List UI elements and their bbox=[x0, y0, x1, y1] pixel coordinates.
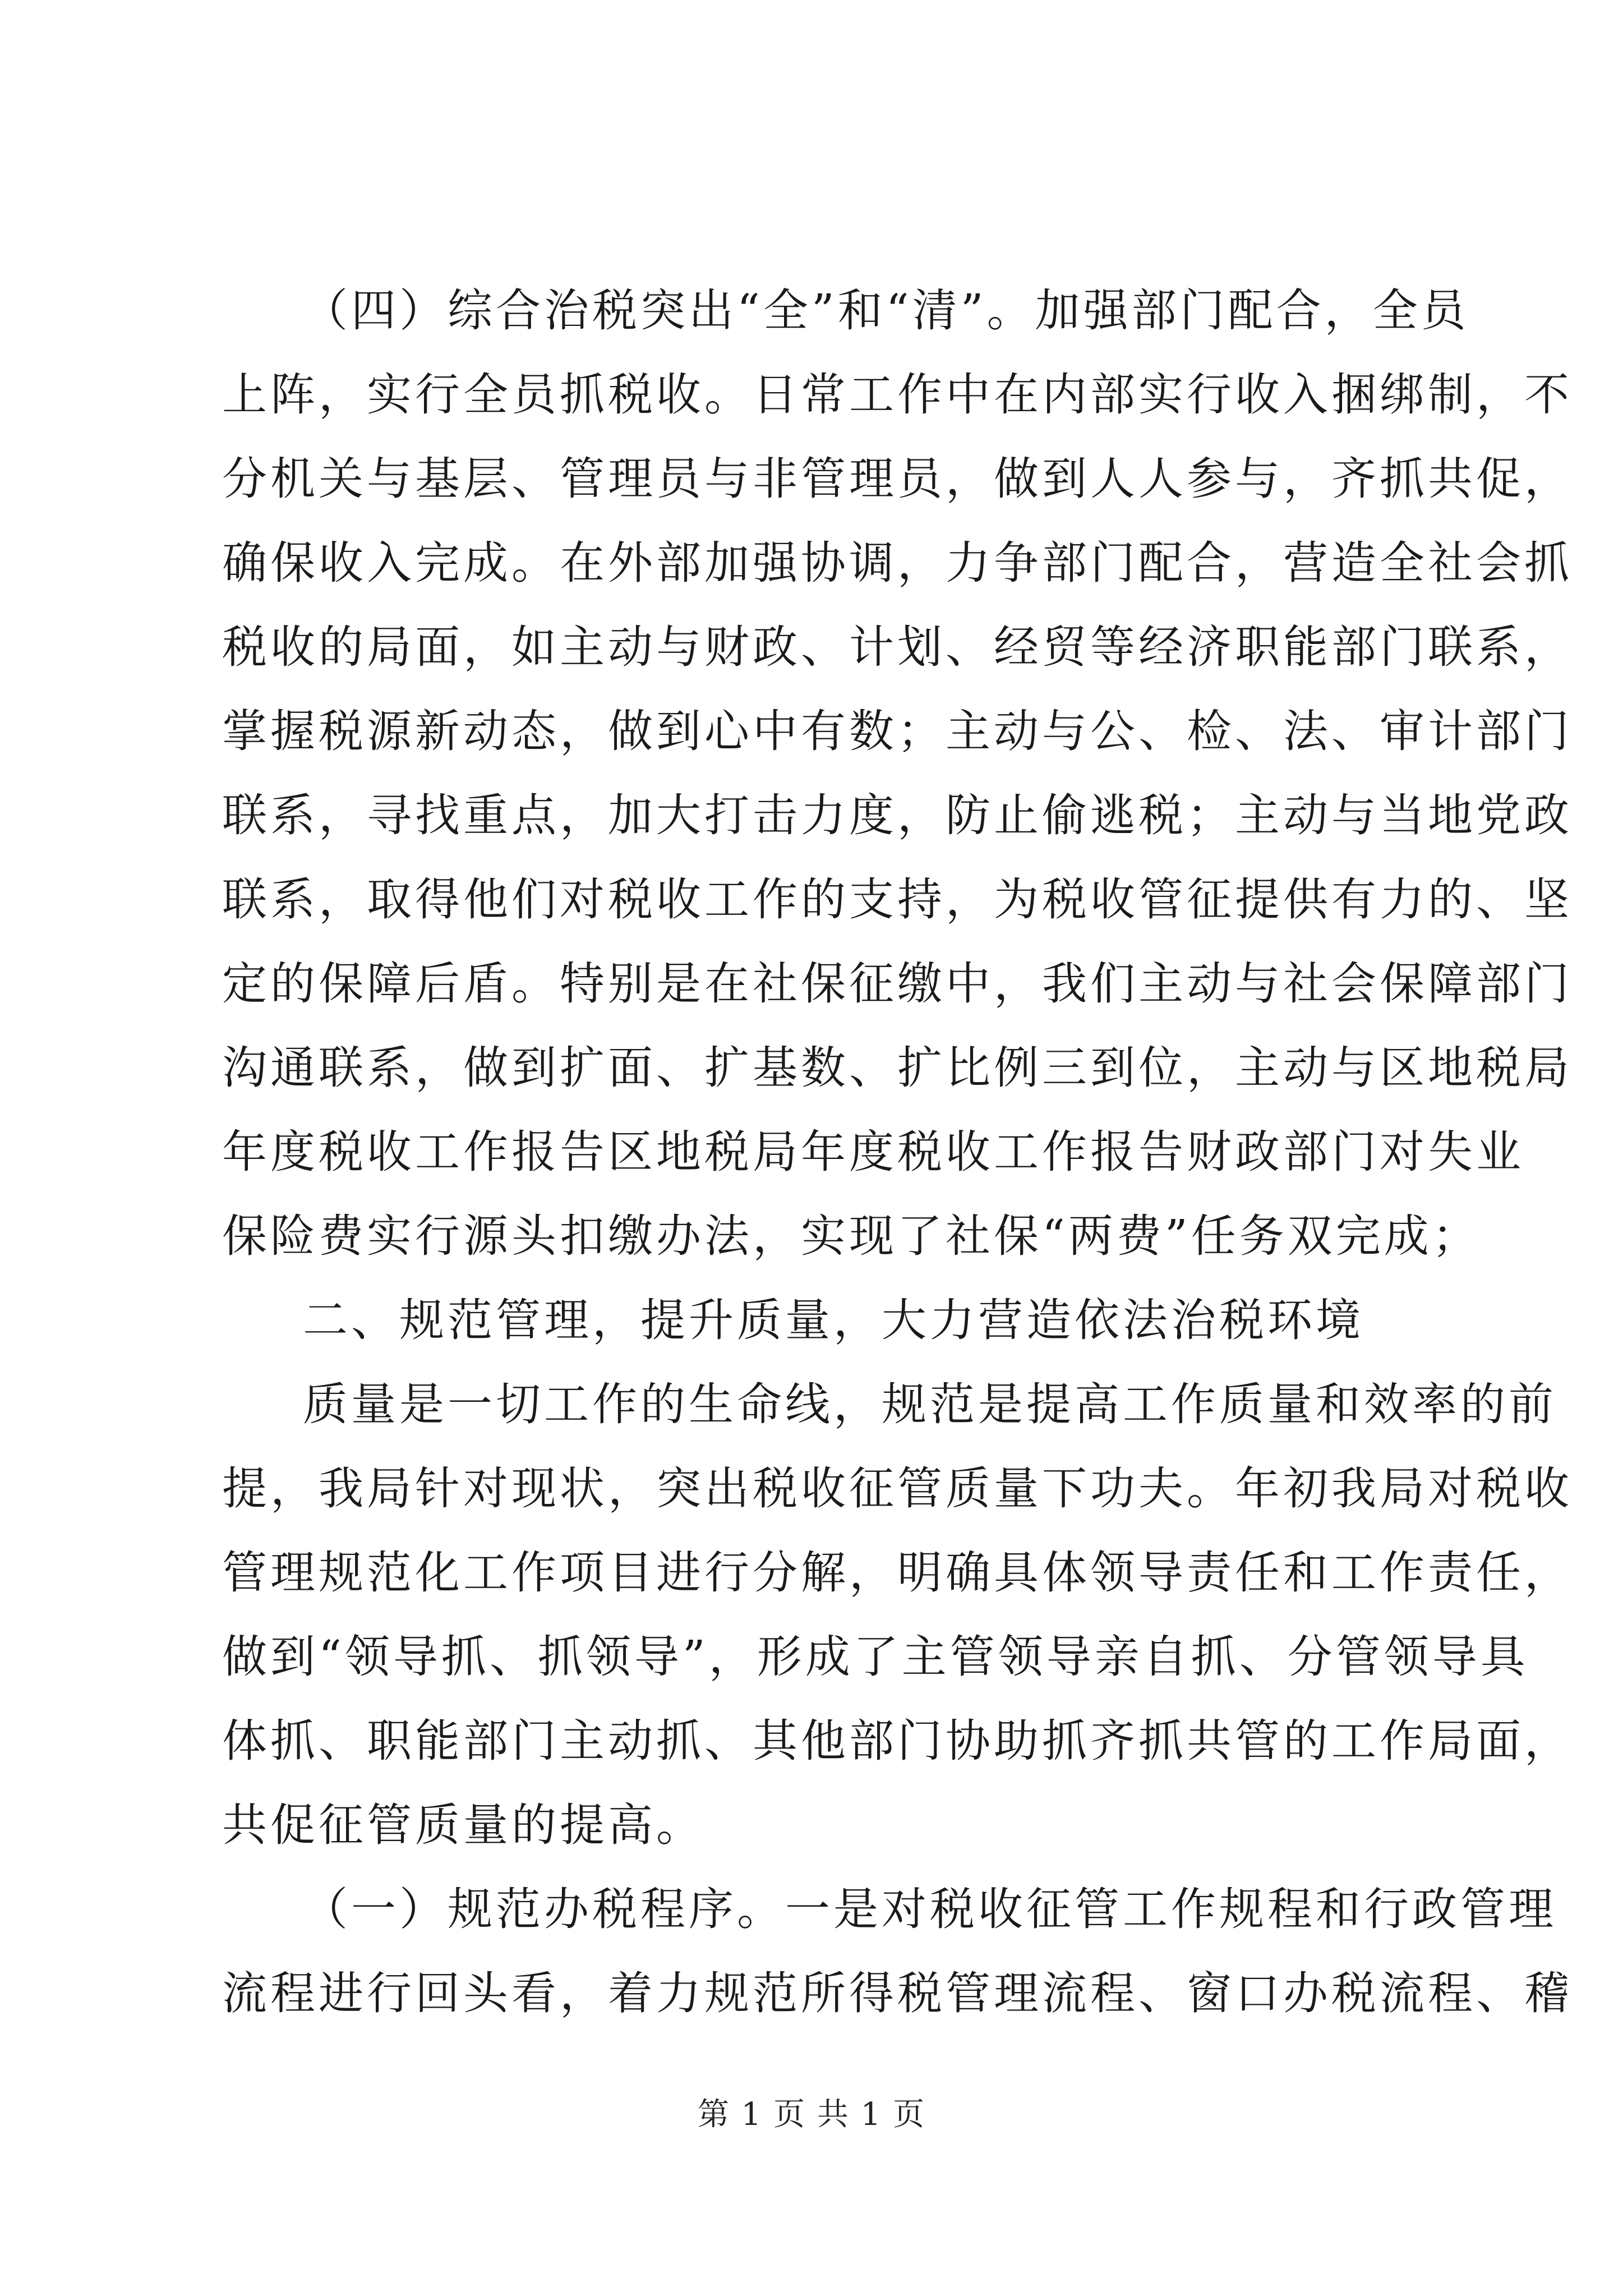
paragraph-line: 联系，寻找重点，加大打击力度，防止偷逃税；主动与当地党政 bbox=[222, 789, 1573, 841]
paragraph-line: 确保收入完成。在外部加强协调，力争部门配合，营造全社会抓 bbox=[222, 537, 1573, 589]
paragraph-line: 沟通联系，做到扩面、扩基数、扩比例三到位，主动与区地税局 bbox=[222, 1042, 1573, 1094]
paragraph-line: 共促征管质量的提高。 bbox=[222, 1799, 704, 1851]
paragraph-line: 年度税收工作报告区地税局年度税收工作报告财政部门对失业 bbox=[222, 1126, 1524, 1178]
paragraph-line: 保险费实行源头扣缴办法，实现了社保“两费”任务双完成； bbox=[222, 1210, 1481, 1262]
paragraph-line: 质量是一切工作的生命线，规范是提高工作质量和效率的前 bbox=[303, 1378, 1557, 1430]
paragraph-line: （四）综合治税突出“全”和“清”。加强部门配合，全员 bbox=[303, 284, 1469, 337]
paragraph-line: 提，我局针对现状，突出税收征管质量下功夫。年初我局对税收 bbox=[222, 1462, 1573, 1515]
paragraph-line: 上阵，实行全员抓税收。日常工作中在内部实行收入捆绑制，不 bbox=[222, 369, 1573, 421]
paragraph-line: 分机关与基层、管理员与非管理员，做到人人参与，齐抓共促， bbox=[222, 453, 1573, 505]
paragraph-line: 管理规范化工作项目进行分解，明确具体领导责任和工作责任， bbox=[222, 1547, 1573, 1599]
paragraph-line: 定的保障后盾。特别是在社保征缴中，我们主动与社会保障部门 bbox=[222, 958, 1573, 1010]
paragraph-line: 体抓、职能部门主动抓、其他部门协助抓齐抓共管的工作局面， bbox=[222, 1715, 1573, 1767]
paragraph-line: 税收的局面，如主动与财政、计划、经贸等经济职能部门联系， bbox=[222, 621, 1573, 673]
page-footer: 第 1 页 共 1 页 bbox=[697, 2096, 926, 2133]
paragraph-line: 掌握税源新动态，做到心中有数；主动与公、检、法、审计部门 bbox=[222, 705, 1573, 757]
paragraph-line: 流程进行回头看，着力规范所得税管理流程、窗口办税流程、稽 bbox=[222, 1967, 1573, 2019]
paragraph-line: （一）规范办税程序。一是对税收征管工作规程和行政管理 bbox=[303, 1883, 1557, 1935]
section-heading: 二、规范管理，提升质量，大力营造依法治税环境 bbox=[303, 1294, 1364, 1346]
paragraph-line: 联系，取得他们对税收工作的支持，为税收管征提供有力的、坚 bbox=[222, 873, 1573, 926]
paragraph-line: 做到“领导抓、抓领导”，形成了主管领导亲自抓、分管领导具 bbox=[222, 1631, 1529, 1683]
